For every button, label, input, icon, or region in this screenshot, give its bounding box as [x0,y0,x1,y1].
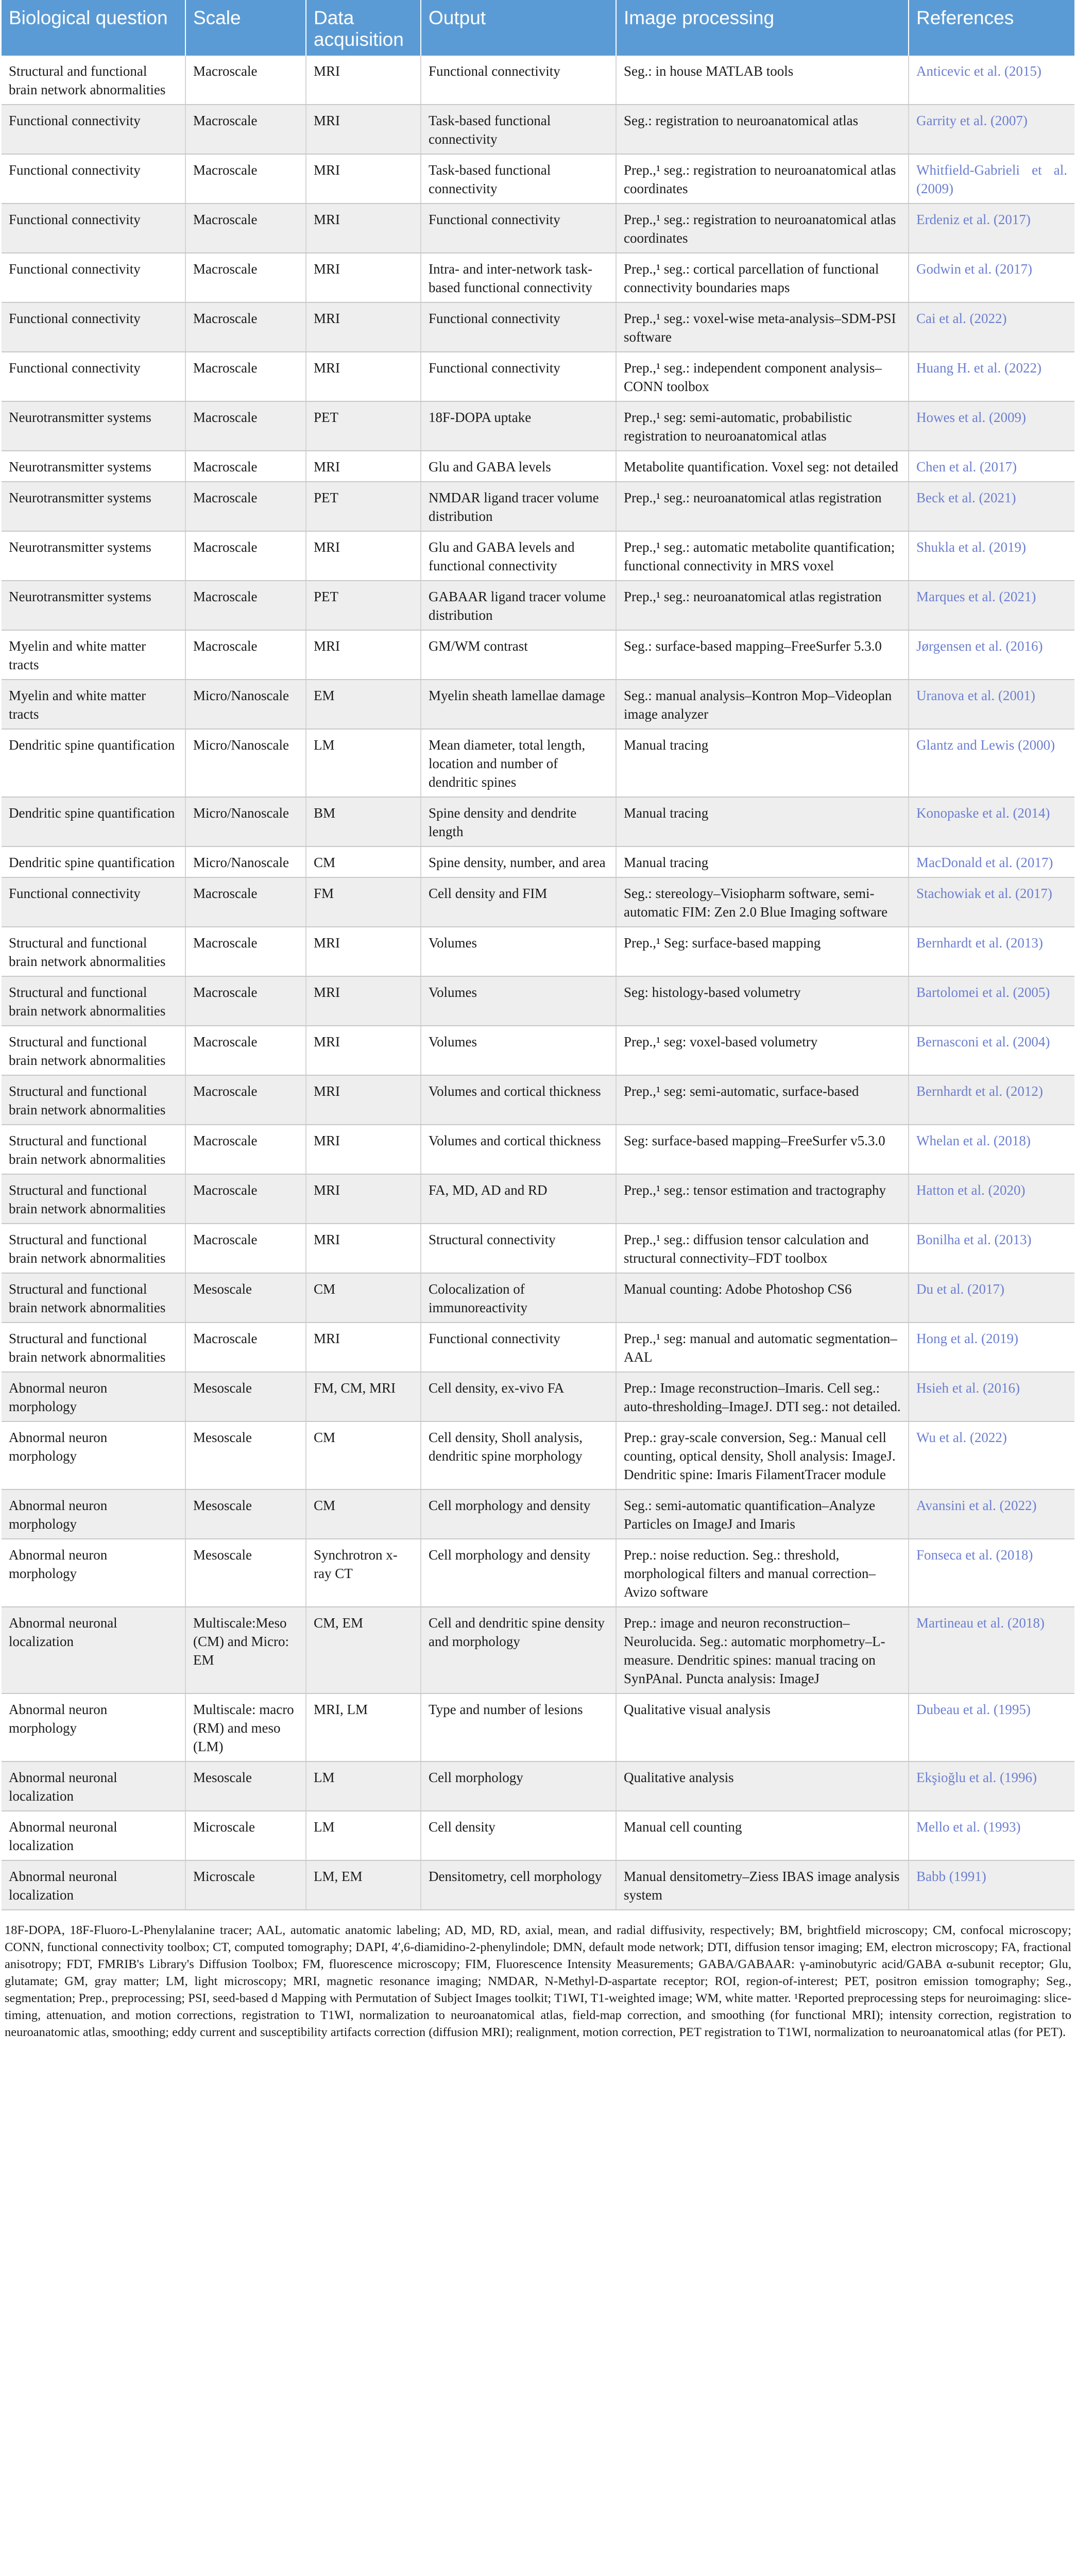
reference-link[interactable]: Erdeniz et al. (2017) [909,204,1074,253]
scale-cell: Macroscale [185,482,306,531]
output-cell: Cell morphology and density [421,1539,616,1607]
image-processing-cell: Prep.,¹ seg.: voxel-wise meta-analysis–SDM-PSI software [616,302,909,352]
biological-question-cell: Functional connectivity [2,105,185,154]
data-acquisition-cell: MRI [306,531,421,581]
table-body [2,56,1074,1910]
output-cell: GABAAR ligand tracer volume distribution [421,581,616,630]
output-cell: Cell density, Sholl analysis, dendritic spine morphology [421,1421,616,1489]
output-cell: Volumes [421,976,616,1026]
reference-link[interactable]: Anticevic et al. (2015) [909,56,1074,105]
data-acquisition-cell: MRI [306,352,421,401]
biological-question-cell: Abnormal neuron morphology [2,1489,185,1539]
scale-cell: Macroscale [185,56,306,105]
image-processing-cell: Prep.,¹ seg: semi-automatic, probabilistic registration to neuroanatomical atlas [616,401,909,451]
image-processing-cell: Manual tracing [616,846,909,877]
scale-cell: Macroscale [185,1075,306,1125]
biological-question-cell: Structural and functional brain network abnormalities [2,56,185,105]
output-cell: 18F-DOPA uptake [421,401,616,451]
table-row [2,1860,1074,1910]
data-acquisition-cell: MRI [306,253,421,302]
output-cell: Functional connectivity [421,302,616,352]
methods-table [2,0,1074,1910]
output-cell: NMDAR ligand tracer volume distribution [421,482,616,531]
scale-cell: Macroscale [185,204,306,253]
table-row [2,1125,1074,1174]
scale-cell: Macroscale [185,105,306,154]
scale-cell: Macroscale [185,401,306,451]
table-row [2,846,1074,877]
table-row [2,1607,1074,1693]
biological-question-cell: Dendritic spine quantification [2,797,185,846]
data-acquisition-cell: MRI [306,451,421,482]
table-row [2,1811,1074,1860]
scale-cell: Macroscale [185,451,306,482]
reference-link[interactable]: Garrity et al. (2007) [909,105,1074,154]
reference-link[interactable]: Hsieh et al. (2016) [909,1372,1074,1421]
reference-link[interactable]: Hong et al. (2019) [909,1323,1074,1372]
reference-link[interactable]: Bernhardt et al. (2013) [909,927,1074,976]
table-row [2,154,1074,204]
reference-link[interactable]: Bartolomei et al. (2005) [909,976,1074,1026]
biological-question-cell: Structural and functional brain network abnormalities [2,1125,185,1174]
data-acquisition-cell: FM [306,877,421,927]
image-processing-cell: Prep.,¹ seg: voxel-based volumetry [616,1026,909,1075]
header-data-acquisition: Data acquisition [306,0,421,56]
data-acquisition-cell: MRI [306,1125,421,1174]
data-acquisition-cell: CM [306,846,421,877]
data-acquisition-cell: PET [306,401,421,451]
table-row [2,1693,1074,1761]
scale-cell: Mesoscale [185,1489,306,1539]
biological-question-cell: Structural and functional brain network abnormalities [2,1224,185,1273]
scale-cell: Micro/Nanoscale [185,797,306,846]
reference-link[interactable]: Cai et al. (2022) [909,302,1074,352]
reference-link[interactable]: Mello et al. (1993) [909,1811,1074,1860]
biological-question-cell: Neurotransmitter systems [2,401,185,451]
table-footnote: 18F-DOPA, 18F-Fluoro-L-Phenylalanine tracer; AAL, automatic anatomic labeling; AD, MD, RD, axial, mean, and radial diffusivity, respectively; BM, brightfield microscopy; CM, confocal microscopy; CONN, functional connectivity toolbox; CT, computed tomography; DAPI, 4′,6-diamidino-2-phenylindole; DMN, default mode network; DTI, diffusion tensor imaging; EM, electron microscopy; FA, fractional anisotropy; FDT, FMRIB's Library's Diffusion Toolbox; FM, fluorescence microscopy; FIM, Fluorescence Intensity Measurements; GABA/GABAAR: γ-aminobutyric acid/GABA α-subunit receptor; Glu, glutamate; GM, gray matter; LM, light microscopy; MRI, magnetic resonance imaging; NMDAR, N-Methyl-D-aspartate receptor; ROI, region-of-interest; PET, positron emission tomography; Seg., segmentation; Prep., preprocessing; PSI, seed-based d Mapping with Permutation of Subject Images toolkit; T1WI, T1-weighted image; WM, white matter. ¹Reported preprocessing steps for neuroimaging: slice-timing, attenuation, and motion corrections, registration to T1WI, normalization to neuroanatomical atlas, field-map correction, and smoothing (for functional MRI); intensity correction, registration to neuroanatomic atlas, smoothing; eddy current and susceptibility artifacts correction (diffusion MRI); realignment, motion correction, PET registration to T1WI, normalization to neuroanatomical atlas (for PET). [5,1923,1071,2039]
table-row [2,1273,1074,1323]
table-row [2,581,1074,630]
scale-cell: Macroscale [185,253,306,302]
reference-link[interactable]: Marques et al. (2021) [909,581,1074,630]
table-row [2,976,1074,1026]
biological-question-cell: Structural and functional brain network abnormalities [2,1026,185,1075]
output-cell: Task-based functional connectivity [421,105,616,154]
reference-link[interactable]: Avansini et al. (2022) [909,1489,1074,1539]
data-acquisition-cell: MRI [306,1323,421,1372]
reference-link[interactable]: Whelan et al. (2018) [909,1125,1074,1174]
biological-question-cell: Neurotransmitter systems [2,451,185,482]
reference-link[interactable]: Howes et al. (2009) [909,401,1074,451]
table-header [2,0,1074,56]
table-row [2,797,1074,846]
table-row [2,1421,1074,1489]
scale-cell: Macroscale [185,877,306,927]
biological-question-cell: Abnormal neuron morphology [2,1539,185,1607]
image-processing-cell: Prep.: image and neuron reconstruction–Neurolucida. Seg.: automatic morphometry–L-measure. Dendritic spines: manual tracing on SynPAnal. Puncta analysis: ImageJ [616,1607,909,1693]
scale-cell: Mesoscale [185,1761,306,1811]
image-processing-cell: Prep.,¹ Seg: surface-based mapping [616,927,909,976]
reference-link[interactable]: Bernasconi et al. (2004) [909,1026,1074,1075]
image-processing-cell: Prep.,¹ seg.: neuroanatomical atlas registration [616,581,909,630]
data-acquisition-cell: LM [306,1811,421,1860]
table-row [2,1075,1074,1125]
scale-cell: Macroscale [185,1224,306,1273]
biological-question-cell: Structural and functional brain network abnormalities [2,976,185,1026]
biological-question-cell: Dendritic spine quantification [2,729,185,797]
table-row [2,204,1074,253]
scale-cell: Macroscale [185,1125,306,1174]
biological-question-cell: Dendritic spine quantification [2,846,185,877]
output-cell: Task-based functional connectivity [421,154,616,204]
table-row [2,1489,1074,1539]
output-cell: Mean diameter, total length, location and number of dendritic spines [421,729,616,797]
table-row [2,253,1074,302]
biological-question-cell: Abnormal neuron morphology [2,1372,185,1421]
output-cell: GM/WM contrast [421,630,616,680]
data-acquisition-cell: MRI [306,204,421,253]
biological-question-cell: Functional connectivity [2,352,185,401]
image-processing-cell: Qualitative visual analysis [616,1693,909,1761]
output-cell: Functional connectivity [421,1323,616,1372]
scale-cell: Microscale [185,1860,306,1910]
table-row [2,1224,1074,1273]
reference-link[interactable]: Jørgensen et al. (2016) [909,630,1074,680]
reference-link[interactable]: Glantz and Lewis (2000) [909,729,1074,797]
image-processing-cell: Prep.: Image reconstruction–Imaris. Cell seg.: auto-thresholding–ImageJ. DTI seg.: not detailed. [616,1372,909,1421]
image-processing-cell: Seg.: stereology–Visiopharm software, semi-automatic FIM: Zen 2.0 Blue Imaging software [616,877,909,927]
biological-question-cell: Functional connectivity [2,154,185,204]
reference-link[interactable]: Wu et al. (2022) [909,1421,1074,1489]
output-cell: Cell density, ex-vivo FA [421,1372,616,1421]
output-cell: Functional connectivity [421,352,616,401]
output-cell: Functional connectivity [421,204,616,253]
scale-cell: Macroscale [185,630,306,680]
image-processing-cell: Prep.,¹ seg.: independent component analysis–CONN toolbox [616,352,909,401]
image-processing-cell: Seg.: manual analysis–Kontron Mop–Videoplan image analyzer [616,680,909,729]
table-row [2,630,1074,680]
output-cell: Colocalization of immunoreactivity [421,1273,616,1323]
data-acquisition-cell: PET [306,581,421,630]
image-processing-cell: Seg: histology-based volumetry [616,976,909,1026]
data-acquisition-cell: MRI [306,630,421,680]
reference-link[interactable]: Uranova et al. (2001) [909,680,1074,729]
output-cell: Cell morphology and density [421,1489,616,1539]
image-processing-cell: Prep.,¹ seg.: diffusion tensor calculation and structural connectivity–FDT toolbox [616,1224,909,1273]
reference-link[interactable]: Babb (1991) [909,1860,1074,1910]
biological-question-cell: Functional connectivity [2,253,185,302]
output-cell: Glu and GABA levels [421,451,616,482]
scale-cell: Mesoscale [185,1273,306,1323]
output-cell: Myelin sheath lamellae damage [421,680,616,729]
data-acquisition-cell: LM [306,1761,421,1811]
table-row [2,105,1074,154]
data-acquisition-cell: MRI [306,1075,421,1125]
image-processing-cell: Seg.: surface-based mapping–FreeSurfer 5.3.0 [616,630,909,680]
data-acquisition-cell: MRI [306,1174,421,1224]
scale-cell: Micro/Nanoscale [185,680,306,729]
image-processing-cell: Manual tracing [616,797,909,846]
biological-question-cell: Abnormal neuronal localization [2,1607,185,1693]
header-output: Output [421,0,616,56]
output-cell: Cell morphology [421,1761,616,1811]
scale-cell: Macroscale [185,927,306,976]
image-processing-cell: Metabolite quantification. Voxel seg: not detailed [616,451,909,482]
scale-cell: Macroscale [185,352,306,401]
scale-cell: Macroscale [185,581,306,630]
data-acquisition-cell: MRI [306,1026,421,1075]
reference-link[interactable]: Ekşioğlu et al. (1996) [909,1761,1074,1811]
image-processing-cell: Prep.,¹ seg.: automatic metabolite quantification; functional connectivity in MRS voxel [616,531,909,581]
table-row [2,1761,1074,1811]
biological-question-cell: Structural and functional brain network abnormalities [2,1075,185,1125]
image-processing-cell: Manual counting: Adobe Photoshop CS6 [616,1273,909,1323]
biological-question-cell: Functional connectivity [2,302,185,352]
table-row [2,1372,1074,1421]
data-acquisition-cell: MRI [306,105,421,154]
data-acquisition-cell: MRI [306,976,421,1026]
reference-link[interactable]: Konopaske et al. (2014) [909,797,1074,846]
data-acquisition-cell: MRI [306,302,421,352]
table-row [2,56,1074,105]
scale-cell: Macroscale [185,1323,306,1372]
image-processing-cell: Prep.,¹ seg.: cortical parcellation of functional connectivity boundaries maps [616,253,909,302]
output-cell: Cell density and FIM [421,877,616,927]
output-cell: Type and number of lesions [421,1693,616,1761]
image-processing-cell: Prep.,¹ seg.: registration to neuroanatomical atlas coordinates [616,204,909,253]
output-cell: Volumes [421,1026,616,1075]
data-acquisition-cell: CM [306,1273,421,1323]
scale-cell: Macroscale [185,1174,306,1224]
table-row [2,927,1074,976]
image-processing-cell: Prep.,¹ seg: manual and automatic segmentation–AAL [616,1323,909,1372]
biological-question-cell: Abnormal neuron morphology [2,1421,185,1489]
reference-link[interactable]: Shukla et al. (2019) [909,531,1074,581]
image-processing-cell: Qualitative analysis [616,1761,909,1811]
reference-link[interactable]: Bonilha et al. (2013) [909,1224,1074,1273]
table-row [2,680,1074,729]
scale-cell: Mesoscale [185,1372,306,1421]
reference-link[interactable]: Martineau et al. (2018) [909,1607,1074,1693]
data-acquisition-cell: CM [306,1489,421,1539]
data-acquisition-cell: LM, EM [306,1860,421,1910]
table-row [2,877,1074,927]
header-biological-question: Biological question [2,0,185,56]
data-acquisition-cell: MRI [306,927,421,976]
header-scale: Scale [185,0,306,56]
output-cell: Volumes and cortical thickness [421,1125,616,1174]
image-processing-cell: Seg.: in house MATLAB tools [616,56,909,105]
biological-question-cell: Neurotransmitter systems [2,531,185,581]
scale-cell: Microscale [185,1811,306,1860]
biological-question-cell: Abnormal neuron morphology [2,1693,185,1761]
data-acquisition-cell: CM [306,1421,421,1489]
biological-question-cell: Structural and functional brain network abnormalities [2,1273,185,1323]
data-acquisition-cell: MRI [306,154,421,204]
output-cell: FA, MD, AD and RD [421,1174,616,1224]
data-acquisition-cell: MRI, LM [306,1693,421,1761]
output-cell: Spine density, number, and area [421,846,616,877]
biological-question-cell: Structural and functional brain network abnormalities [2,1174,185,1224]
reference-link[interactable]: Du et al. (2017) [909,1273,1074,1323]
output-cell: Intra- and inter-network task-based functional connectivity [421,253,616,302]
image-processing-cell: Prep.,¹ seg: semi-automatic, surface-based [616,1075,909,1125]
output-cell: Cell density [421,1811,616,1860]
biological-question-cell: Functional connectivity [2,877,185,927]
image-processing-cell: Manual cell counting [616,1811,909,1860]
biological-question-cell: Abnormal neuronal localization [2,1761,185,1811]
scale-cell: Mesoscale [185,1539,306,1607]
biological-question-cell: Structural and functional brain network abnormalities [2,927,185,976]
biological-question-cell: Neurotransmitter systems [2,482,185,531]
output-cell: Cell and dendritic spine density and morphology [421,1607,616,1693]
data-acquisition-cell: MRI [306,56,421,105]
biological-question-cell: Myelin and white matter tracts [2,630,185,680]
header-references: References [909,0,1074,56]
data-acquisition-cell: FM, CM, MRI [306,1372,421,1421]
scale-cell: Multiscale:Meso (CM) and Micro: EM [185,1607,306,1693]
image-processing-cell: Seg.: registration to neuroanatomical atlas [616,105,909,154]
reference-link[interactable]: Chen et al. (2017) [909,451,1074,482]
reference-link[interactable]: Huang H. et al. (2022) [909,352,1074,401]
scale-cell: Micro/Nanoscale [185,729,306,797]
output-cell: Volumes and cortical thickness [421,1075,616,1125]
data-acquisition-cell: MRI [306,1224,421,1273]
output-cell: Glu and GABA levels and functional connectivity [421,531,616,581]
reference-link[interactable]: Fonseca et al. (2018) [909,1539,1074,1607]
reference-link[interactable]: Hatton et al. (2020) [909,1174,1074,1224]
scale-cell: Macroscale [185,976,306,1026]
data-acquisition-cell: BM [306,797,421,846]
data-acquisition-cell: CM, EM [306,1607,421,1693]
scale-cell: Macroscale [185,302,306,352]
image-processing-cell: Seg.: semi-automatic quantification–Analyze Particles on ImageJ and Imaris [616,1489,909,1539]
data-acquisition-cell: LM [306,729,421,797]
biological-question-cell: Structural and functional brain network abnormalities [2,1323,185,1372]
table-row [2,531,1074,581]
image-processing-cell: Manual densitometry–Ziess IBAS image analysis system [616,1860,909,1910]
scale-cell: Macroscale [185,154,306,204]
reference-link[interactable]: Whitfield-Gabrieli et al. (2009) [909,154,1074,204]
table-row [2,1026,1074,1075]
output-cell: Densitometry, cell morphology [421,1860,616,1910]
biological-question-cell: Abnormal neuronal localization [2,1860,185,1910]
output-cell: Functional connectivity [421,56,616,105]
reference-link[interactable]: Bernhardt et al. (2012) [909,1075,1074,1125]
biological-question-cell: Functional connectivity [2,204,185,253]
reference-link[interactable]: Beck et al. (2021) [909,482,1074,531]
scale-cell: Multiscale: macro (RM) and meso (LM) [185,1693,306,1761]
image-processing-cell: Prep.,¹ seg.: neuroanatomical atlas registration [616,482,909,531]
table-row [2,1539,1074,1607]
output-cell: Structural connectivity [421,1224,616,1273]
image-processing-cell: Prep.,¹ seg.: registration to neuroanatomical atlas coordinates [616,154,909,204]
scale-cell: Macroscale [185,1026,306,1075]
reference-link[interactable]: Godwin et al. (2017) [909,253,1074,302]
output-cell: Spine density and dendrite length [421,797,616,846]
biological-question-cell: Abnormal neuronal localization [2,1811,185,1860]
table-row [2,729,1074,797]
image-processing-cell: Seg: surface-based mapping–FreeSurfer v5.3.0 [616,1125,909,1174]
reference-link[interactable]: MacDonald et al. (2017) [909,846,1074,877]
scale-cell: Macroscale [185,531,306,581]
data-acquisition-cell: PET [306,482,421,531]
table-row [2,451,1074,482]
table-row [2,1174,1074,1224]
biological-question-cell: Neurotransmitter systems [2,581,185,630]
table-row [2,352,1074,401]
header-image-processing: Image processing [616,0,909,56]
header-row [2,0,1074,56]
data-acquisition-cell: Synchrotron x-ray CT [306,1539,421,1607]
reference-link[interactable]: Dubeau et al. (1995) [909,1693,1074,1761]
image-processing-cell: Prep.: gray-scale conversion, Seg.: Manual cell counting, optical density, Sholl analysis: ImageJ. Dendritic spine: Imaris FilamentTracer module [616,1421,909,1489]
output-cell: Volumes [421,927,616,976]
reference-link[interactable]: Stachowiak et al. (2017) [909,877,1074,927]
table-row [2,302,1074,352]
scale-cell: Mesoscale [185,1421,306,1489]
table-row [2,1323,1074,1372]
image-processing-cell: Manual tracing [616,729,909,797]
image-processing-cell: Prep.: noise reduction. Seg.: threshold, morphological filters and manual correction–Avizo software [616,1539,909,1607]
scale-cell: Micro/Nanoscale [185,846,306,877]
biological-question-cell: Myelin and white matter tracts [2,680,185,729]
image-processing-cell: Prep.,¹ seg.: tensor estimation and tractography [616,1174,909,1224]
table-row [2,482,1074,531]
data-acquisition-cell: EM [306,680,421,729]
table-row [2,401,1074,451]
